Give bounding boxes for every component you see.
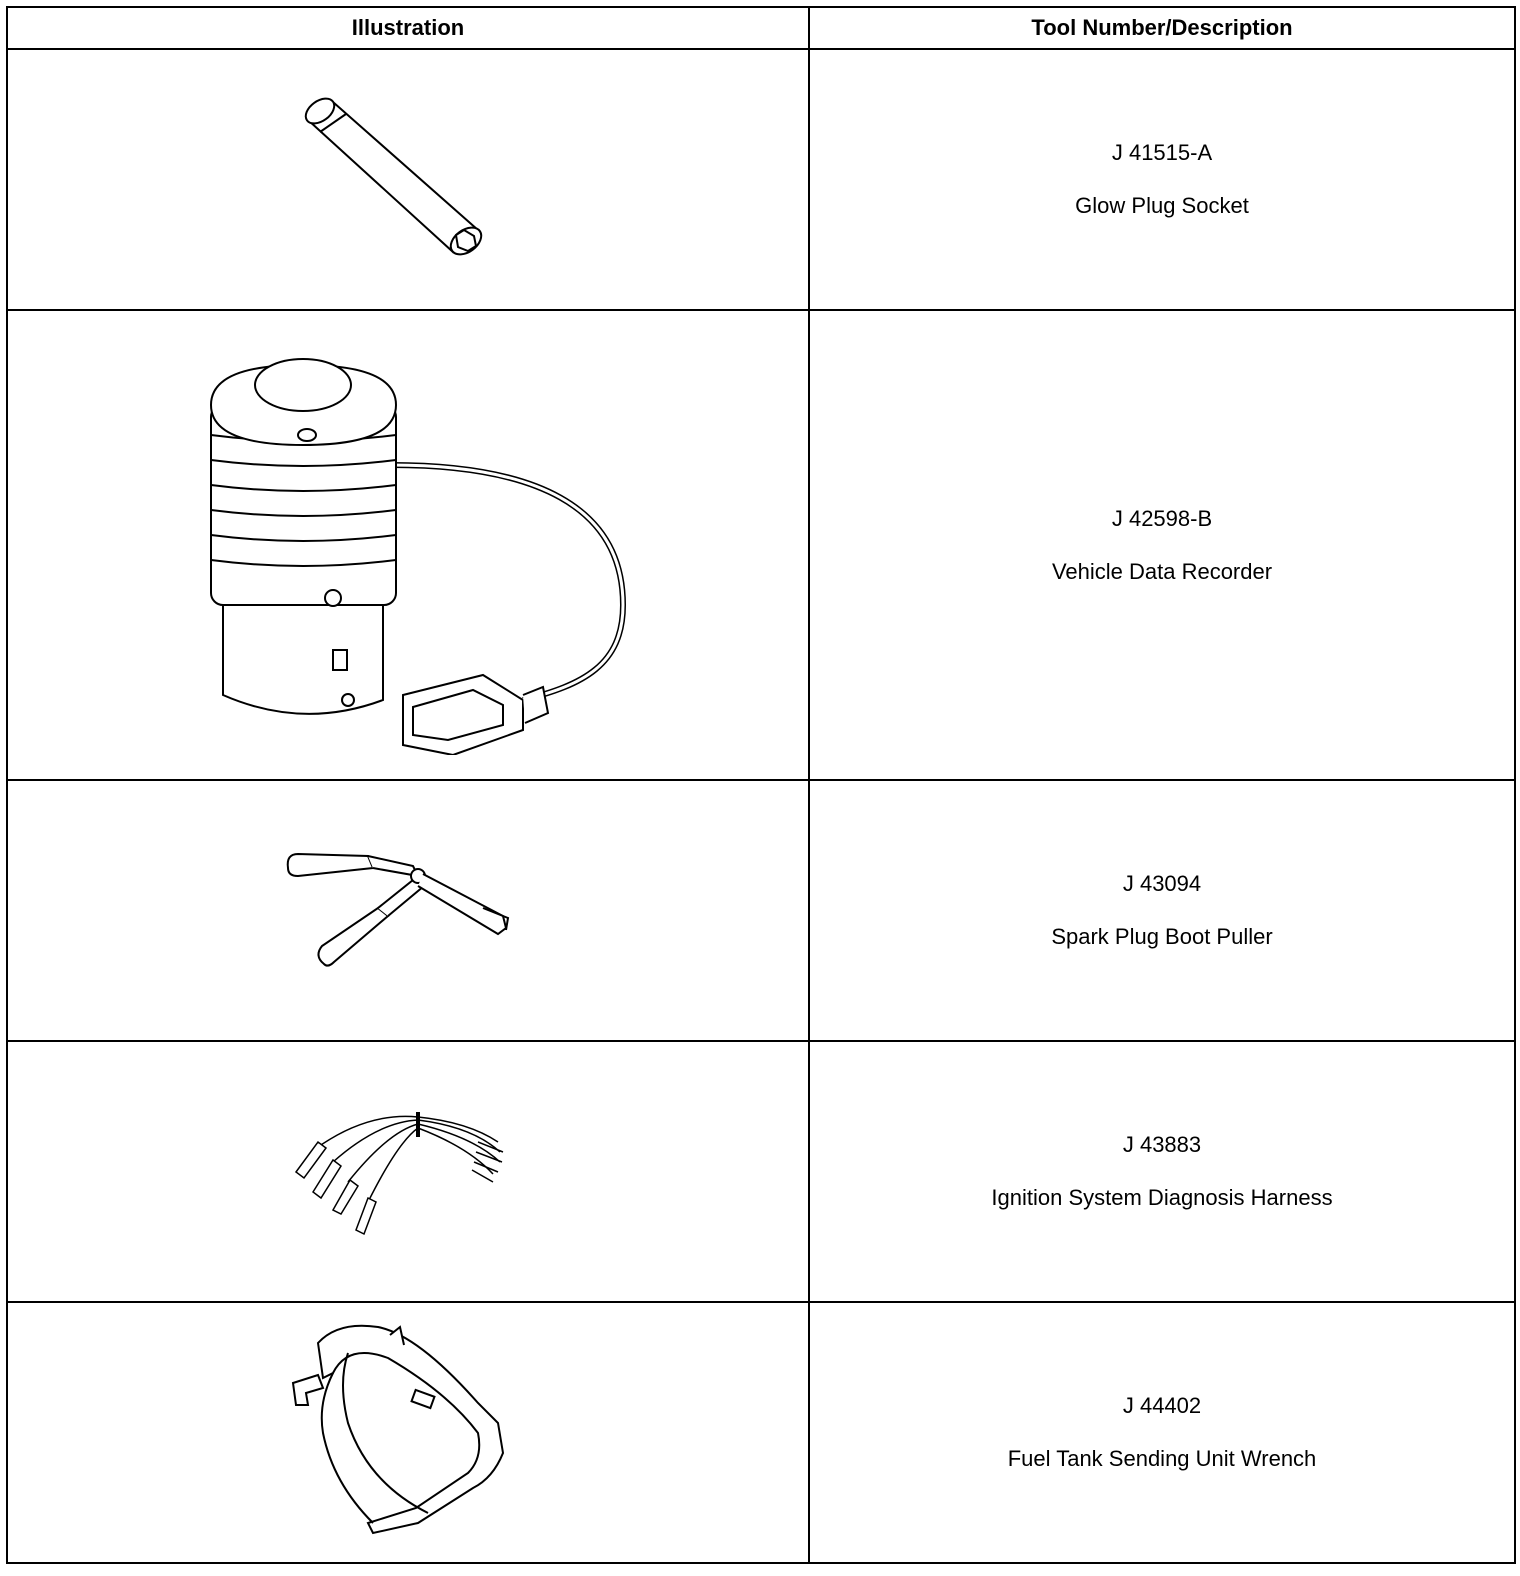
column-header-illustration: Illustration <box>7 7 809 49</box>
fuel-tank-wrench-icon <box>278 1313 538 1553</box>
spark-plug-boot-puller-icon <box>278 846 538 976</box>
tool-number: J 41515-A <box>1111 140 1213 165</box>
tool-name: Fuel Tank Sending Unit Wrench <box>1007 1446 1317 1471</box>
description-cell <box>809 1302 1515 1563</box>
vehicle-data-recorder-icon <box>203 335 643 755</box>
description-cell <box>809 49 1515 310</box>
tool-number: J 42598-B <box>1111 505 1213 531</box>
description-cell <box>809 780 1515 1041</box>
description-cell <box>809 310 1515 780</box>
illustration-cell <box>7 1302 809 1563</box>
tool-number: J 43883 <box>1122 1132 1202 1157</box>
table-row <box>7 1041 1515 1302</box>
special-tools-table <box>6 6 1516 1564</box>
illustration-cell <box>7 310 809 780</box>
tool-number: J 44402 <box>1122 1393 1202 1418</box>
table-header-row <box>7 7 1515 49</box>
glow-plug-socket-icon <box>278 80 538 280</box>
tool-name: Ignition System Diagnosis Harness <box>991 1185 1333 1210</box>
description-cell <box>809 1041 1515 1302</box>
table-row <box>7 1302 1515 1563</box>
illustration-cell <box>7 1041 809 1302</box>
tool-name: Vehicle Data Recorder <box>1051 558 1273 584</box>
illustration-cell <box>7 49 809 310</box>
table-row <box>7 780 1515 1041</box>
tool-name: Spark Plug Boot Puller <box>1051 924 1273 949</box>
illustration-cell <box>7 780 809 1041</box>
column-header-description: Tool Number/Description <box>809 7 1515 49</box>
ignition-harness-icon <box>278 1102 538 1242</box>
tool-name: Glow Plug Socket <box>1075 193 1249 218</box>
table-row <box>7 310 1515 780</box>
table-row <box>7 49 1515 310</box>
tool-number: J 43094 <box>1122 871 1202 896</box>
